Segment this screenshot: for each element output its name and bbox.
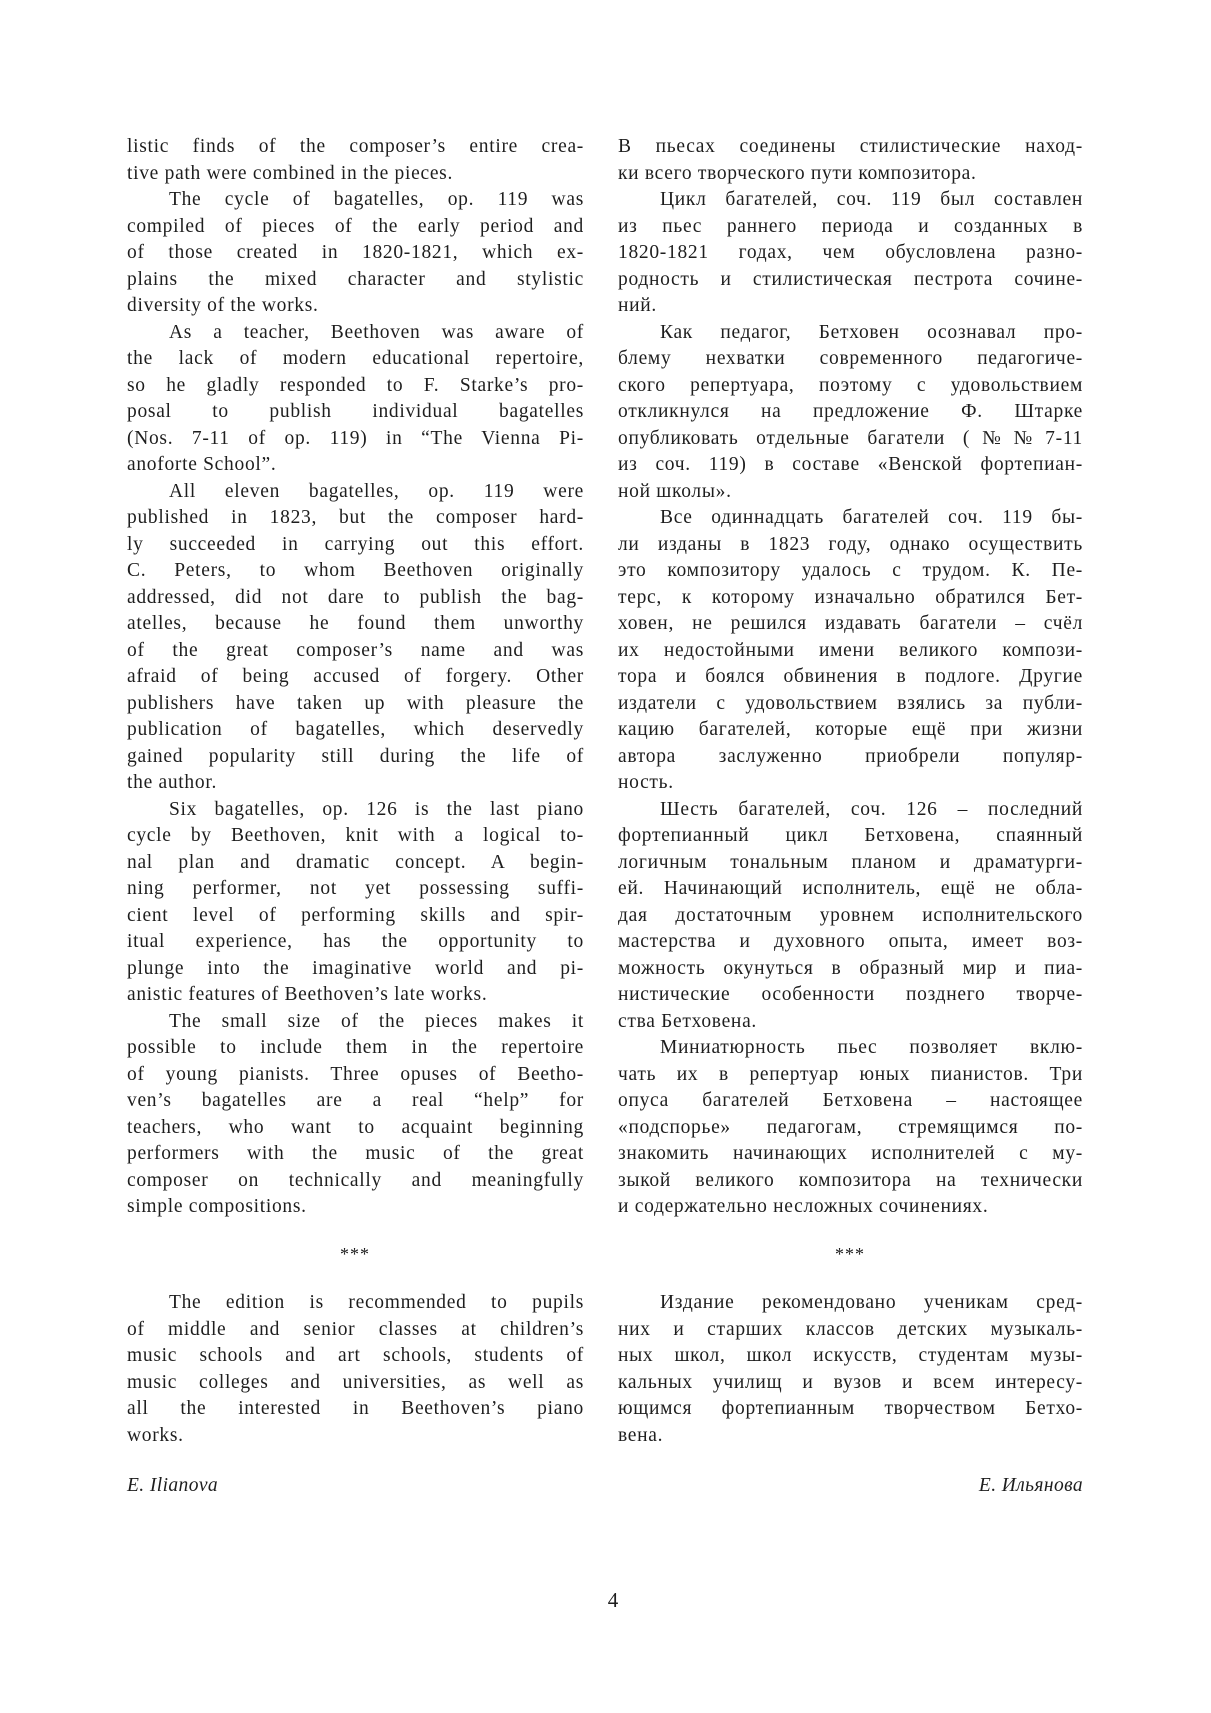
text-line: posal to publish individual bagatelles: [127, 401, 584, 422]
text-line: compiled of pieces of the early period and: [127, 215, 584, 237]
text-line: performers with the music of the great: [127, 1143, 584, 1164]
text-line: них и старших классов детских музыкаль-: [618, 1318, 1083, 1340]
paragraph: [618, 1290, 1083, 1449]
text-line: tive path were combined in the pieces.: [127, 162, 454, 184]
text-line: ных школ, школ искусств, студентам музы-: [618, 1345, 1083, 1366]
text-line: «подспорье» педагогам, стремящимся по-: [618, 1116, 1083, 1138]
text-line: composer on technically and meaningfully: [127, 1169, 584, 1191]
text-line: music schools and art schools, students of: [127, 1345, 584, 1366]
text-line: of middle and senior classes at children’s: [127, 1318, 584, 1340]
paragraph: [127, 797, 584, 1009]
text-line: ven’s bagatelles are a real “help” for: [127, 1090, 584, 1111]
text-line: Миниатюрность пьес позволяет вклю-: [660, 1037, 1083, 1058]
text-line: plunge into the imaginative world and pi-: [127, 957, 584, 979]
text-line: дая достаточным уровнем исполнительского: [618, 904, 1083, 926]
text-line: ей. Начинающий исполнитель, ещё не обла-: [618, 878, 1083, 899]
paragraph: [618, 505, 1083, 797]
text-line: Шесть багателей, соч. 126 – последний: [660, 798, 1083, 820]
english-closing: [127, 1290, 584, 1449]
text-line: 1820-1821 годах, чем обусловлена разно-: [618, 242, 1083, 263]
paragraph: [127, 1290, 584, 1449]
section-separator-english: ***: [340, 1244, 370, 1264]
text-line: логичным тональным планом и драматурги-: [618, 851, 1083, 873]
text-line: тора и боялся обвинения в подлоге. Другие: [618, 666, 1083, 687]
paragraph: [618, 320, 1083, 506]
text-line: so he gladly responded to F. Starke’s pro-: [127, 374, 584, 396]
text-line: чать их в репертуар юных пианистов. Три: [618, 1063, 1083, 1085]
paragraph: [618, 797, 1083, 1036]
text-line: nal plan and dramatic concept. A begin-: [127, 851, 584, 873]
text-line: их недостойными имени великого компози-: [618, 639, 1083, 661]
text-line: anistic features of Beethoven’s late works.: [127, 984, 488, 1005]
paragraph: [127, 320, 584, 479]
english-column: [127, 134, 584, 1221]
text-line: знакомить начинающих исполнителей с му-: [618, 1143, 1083, 1164]
page-number: 4: [607, 1588, 619, 1612]
author-signature-english: E. Ilianova: [127, 1475, 219, 1496]
text-line: As a teacher, Beethoven was aware of: [169, 321, 584, 343]
text-line: ной школы».: [618, 480, 732, 502]
paragraph: [618, 134, 1083, 187]
text-line: publishers have taken up with pleasure the: [127, 692, 584, 714]
paragraph: [618, 187, 1083, 320]
russian-column: [618, 134, 1083, 1221]
text-line: possible to include them in the repertoire: [127, 1037, 584, 1058]
russian-closing: [618, 1290, 1083, 1449]
text-line: вена.: [618, 1424, 664, 1446]
text-line: ний.: [618, 295, 657, 316]
text-line: откликнулся на предложение Ф. Штарке: [618, 401, 1083, 422]
text-line: of young pianists. Three opuses of Beetho-: [127, 1063, 584, 1085]
text-line: и содержательно несложных сочинениях.: [618, 1196, 989, 1217]
text-line: ность.: [618, 772, 674, 793]
text-line: atelles, because he found them unworthy: [127, 613, 584, 634]
text-line: ly succeeded in carrying out this effort.: [127, 533, 584, 555]
text-line: опуса багателей Бетховена – настоящее: [618, 1090, 1083, 1111]
text-line: addressed, did not dare to publish the bag-: [127, 586, 584, 608]
text-line: нистические особенности позднего творче-: [618, 984, 1083, 1005]
text-line: cycle by Beethoven, knit with a logical to-: [127, 825, 584, 846]
text-line: В пьесах соединены стилистические наход-: [618, 136, 1083, 157]
text-line: родность и стилистическая пестрота сочине-: [618, 268, 1083, 290]
text-line: the author.: [127, 772, 218, 793]
text-line: publication of bagatelles, which deservedly: [127, 719, 584, 740]
text-line: anoforte School”.: [127, 454, 277, 475]
text-line: The edition is recommended to pupils: [169, 1292, 584, 1313]
text-line: teachers, who want to acquaint beginning: [127, 1116, 584, 1138]
text-line: C. Peters, to whom Beethoven originally: [127, 560, 584, 581]
text-line: из пьес раннего периода и созданных в: [618, 215, 1083, 237]
text-line: cient level of performing skills and spir-: [127, 904, 584, 926]
text-line: зыкой великого композитора на технически: [618, 1169, 1083, 1191]
text-line: works.: [127, 1424, 184, 1446]
text-line: gained popularity still during the life of: [127, 745, 584, 767]
paragraph: [127, 479, 584, 797]
text-line: это композитору удалось с трудом. К. Пе-: [618, 560, 1083, 581]
text-line: afraid of being accused of forgery. Other: [127, 666, 584, 687]
text-line: ning performer, not yet possessing suffi-: [127, 878, 584, 899]
text-line: All eleven bagatelles, op. 119 were: [169, 480, 584, 502]
section-separator-russian: ***: [835, 1244, 865, 1264]
text-line: опубликовать отдельные багатели (№№7-11: [618, 427, 1083, 449]
text-line: ли изданы в 1823 году, однако осуществить: [618, 533, 1083, 555]
text-line: ховен, не решился издавать багатели – счёл: [618, 613, 1083, 634]
text-line: издатели с удовольствием взялись за публи-: [618, 692, 1083, 714]
text-line: кальных училищ и вузов и всем интересу-: [618, 1371, 1083, 1393]
text-line: мастерства и духовного опыта, имеет воз-: [618, 931, 1083, 952]
text-line: itual experience, has the opportunity to: [127, 931, 584, 952]
text-line: кацию багателей, которые ещё при жизни: [618, 719, 1083, 740]
text-line: published in 1823, but the composer hard-: [127, 507, 584, 528]
text-line: listic finds of the composer’s entire crea-: [127, 136, 584, 157]
text-line: терс, к которому изначально обратился Бет-: [618, 586, 1083, 608]
text-line: plains the mixed character and stylistic: [127, 268, 584, 290]
text-line: Издание рекомендовано ученикам сред-: [660, 1292, 1083, 1313]
text-line: ского репертуара, поэтому с удовольствием: [618, 374, 1083, 396]
text-line: The small size of the pieces makes it: [169, 1010, 584, 1032]
text-line: блему нехватки современного педагогиче-: [618, 348, 1083, 369]
paragraph: [127, 134, 584, 187]
text-line: of the great composer’s name and was: [127, 639, 584, 661]
text-line: music colleges and universities, as well as: [127, 1371, 584, 1393]
text-line: из соч. 119) в составе «Венской фортепиан-: [618, 454, 1083, 475]
text-line: ки всего творческого пути композитора.: [618, 162, 977, 184]
text-line: автора заслуженно приобрели популяр-: [618, 745, 1083, 767]
text-line: diversity of the works.: [127, 295, 319, 316]
text-line: Цикл багателей, соч. 119 был составлен: [660, 189, 1083, 210]
text-line: (Nos. 7-11 of op. 119) in “The Vienna Pi-: [127, 427, 584, 449]
text-line: Six bagatelles, op. 126 is the last piano: [169, 798, 584, 820]
paragraph: [618, 1035, 1083, 1221]
text-line: ющимся фортепианным творчеством Бетхо-: [618, 1398, 1083, 1419]
paragraph: [127, 187, 584, 320]
text-line: ства Бетховена.: [618, 1010, 758, 1032]
text-line: можность окунуться в образный мир и пиа-: [618, 957, 1083, 979]
author-signature-russian: Е. Ильянова: [978, 1475, 1083, 1496]
text-line: The cycle of bagatelles, op. 119 was: [169, 189, 584, 210]
text-line: Все одиннадцать багателей соч. 119 бы-: [660, 507, 1083, 528]
text-line: Как педагог, Бетховен осознавал про-: [660, 321, 1083, 343]
paragraph: [127, 1009, 584, 1221]
text-line: of those created in 1820-1821, which ex-: [127, 242, 584, 263]
text-line: фортепианный цикл Бетховена, спаянный: [618, 825, 1083, 846]
text-line: all the interested in Beethoven’s piano: [127, 1398, 584, 1419]
text-line: the lack of modern educational repertoire,: [127, 348, 584, 369]
text-line: simple compositions.: [127, 1196, 307, 1217]
